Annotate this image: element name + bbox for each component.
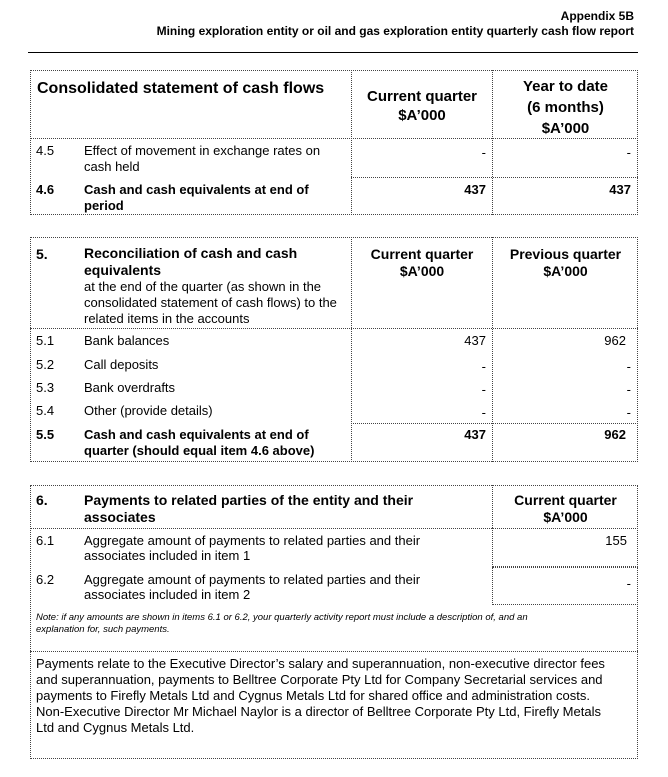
cashflow-col-current-quarter — [352, 87, 492, 125]
row-6-2-label — [84, 572, 420, 602]
section-6-title — [84, 492, 413, 526]
row-4-5-ytd: - — [626, 145, 631, 160]
row-5-1-label: Bank balances — [84, 333, 170, 348]
cashflow-col-ytd — [493, 76, 638, 139]
row-5-3-previous-quarter: - — [626, 382, 631, 397]
row-5-5-current-quarter: 437 — [464, 427, 486, 442]
section-5-desc-line2: consolidated statement of cash flows) to the — [84, 295, 337, 310]
reconciliation-col-previous-quarter-unit: $A’000 — [543, 263, 588, 279]
related-payments-col-current-quarter-unit: $A’000 — [543, 509, 588, 525]
row-6-2-label-line1: Aggregate amount of payments to related parties and their — [84, 572, 421, 587]
report-subtitle: Mining exploration entity or oil and gas exploration entity quarterly cash flow report — [156, 24, 634, 38]
section-5-title-line2: equivalents — [84, 262, 162, 278]
row-4-5-label-line1: Effect of movement in exchange rates on — [84, 143, 321, 158]
section-5-desc-line3: related items in the accounts — [84, 311, 250, 326]
row-4-6-label — [84, 182, 309, 214]
section-5-number: 5. — [36, 246, 48, 262]
row-5-3-number: 5.3 — [36, 380, 55, 395]
row-4-6-ytd: 437 — [609, 182, 631, 197]
reconciliation-col-previous-quarter-label: Previous quarter — [509, 246, 622, 262]
row-4-6-label-line1: Cash and cash equivalents at end of — [84, 182, 309, 197]
row-5-3-current-quarter: - — [481, 382, 486, 397]
row-6-2-current-quarter: - — [626, 576, 631, 591]
row-6-1-label-line1: Aggregate amount of payments to related parties and their — [84, 533, 421, 548]
row-5-5-label — [84, 427, 314, 459]
section-5-title — [84, 245, 337, 327]
reconciliation-header-rule — [30, 328, 638, 329]
row-4-5-label-line2: cash held — [84, 159, 140, 174]
row-5-4-label: Other (provide details) — [84, 403, 213, 418]
row-4-5-number: 4.5 — [36, 143, 55, 158]
appendix-label: Appendix 5B — [560, 9, 634, 23]
row-6-1-current-quarter: 155 — [605, 533, 627, 548]
row-4-5-label — [84, 143, 320, 175]
row-4-5-current-quarter: - — [481, 145, 486, 160]
cashflow-col-ytd-label: Year to date — [522, 78, 609, 95]
row-4-6-label-line2: period — [84, 198, 124, 213]
note-rule — [30, 651, 638, 652]
reconciliation-col-current-quarter-unit: $A’000 — [399, 263, 445, 279]
cashflow-col-current-quarter-unit: $A’000 — [398, 107, 446, 124]
reconciliation-col-current-quarter — [352, 246, 492, 280]
explanation-line2: and superannuation, payments to Belltree Corporate Pty Ltd for Company Secretarial services and — [36, 672, 603, 687]
row-6-2-number: 6.2 — [36, 572, 55, 587]
section-6-title-line1: Payments to related parties of the entity and their — [84, 492, 414, 508]
cashflow-col-ytd-period: (6 months) — [527, 99, 604, 116]
section-5-desc-line1: at the end of the quarter (as shown in the — [84, 279, 322, 294]
related-payments-col-current-quarter — [493, 492, 638, 526]
cashflow-col-ytd-unit: $A’000 — [541, 120, 590, 137]
reconciliation-total-rule — [351, 423, 638, 424]
row-5-4-number: 5.4 — [36, 403, 55, 418]
row-4-6-current-quarter: 437 — [464, 182, 486, 197]
row-6-1-number: 6.1 — [36, 533, 55, 548]
row-6-1-label-line2: associates included in item 1 — [84, 548, 251, 563]
row-5-2-previous-quarter: - — [626, 359, 631, 374]
related-payments-explanation — [36, 656, 605, 736]
row-5-5-label-line1: Cash and cash equivalents at end of — [84, 427, 309, 442]
row-5-1-previous-quarter: 962 — [604, 333, 626, 348]
row-5-5-label-line2: quarter (should equal item 4.6 above) — [84, 443, 315, 458]
note-line2: explanation for, such payments. — [36, 624, 170, 635]
section-6-title-line2: associates — [84, 509, 156, 525]
explanation-line4: Non-Executive Director Mr Michael Naylor is a director of Belltree Corporate Pty Ltd, Firefly Metals — [36, 704, 601, 719]
reconciliation-col-previous-quarter — [493, 246, 638, 280]
row-5-4-current-quarter: - — [481, 405, 486, 420]
note-line1: Note: if any amounts are shown in items 6.1 or 6.2, your quarterly activity report must include a description of, and an — [36, 612, 528, 623]
row-5-3-label: Bank overdrafts — [84, 380, 176, 395]
related-payments-note — [36, 612, 528, 636]
row-5-1-current-quarter: 437 — [464, 333, 486, 348]
explanation-line5: Ltd and Cygnus Metals Ltd. — [36, 720, 195, 735]
row-4-6-number: 4.6 — [36, 182, 55, 197]
row-5-2-number: 5.2 — [36, 357, 55, 372]
explanation-line3: payments to Firefly Metals Ltd and Cygnus Metals Ltd for shared office and administration costs. — [36, 688, 590, 703]
section-5-title-line1: Reconciliation of cash and cash — [84, 245, 298, 261]
header-rule — [28, 52, 638, 53]
cashflow-col-current-quarter-label: Current quarter — [366, 88, 478, 105]
cashflow-row-rule — [351, 177, 638, 178]
cashflow-section-title: Consolidated statement of cash flows — [37, 80, 325, 97]
row-5-1-number: 5.1 — [36, 333, 55, 348]
explanation-line1: Payments relate to the Executive Director’s salary and superannuation, non-executive director fees — [36, 656, 605, 671]
section-6-number: 6. — [36, 492, 48, 508]
row-6-2-label-line2: associates included in item 2 — [84, 587, 251, 602]
row-5-5-previous-quarter: 962 — [604, 427, 626, 442]
reconciliation-col-current-quarter-label: Current quarter — [370, 246, 474, 262]
row-5-4-previous-quarter: - — [626, 405, 631, 420]
row-5-2-label: Call deposits — [84, 357, 159, 372]
row-5-2-current-quarter: - — [481, 359, 486, 374]
row-5-5-number: 5.5 — [36, 427, 55, 442]
row-6-1-label — [84, 533, 420, 563]
related-payments-col-current-quarter-label: Current quarter — [514, 492, 617, 508]
